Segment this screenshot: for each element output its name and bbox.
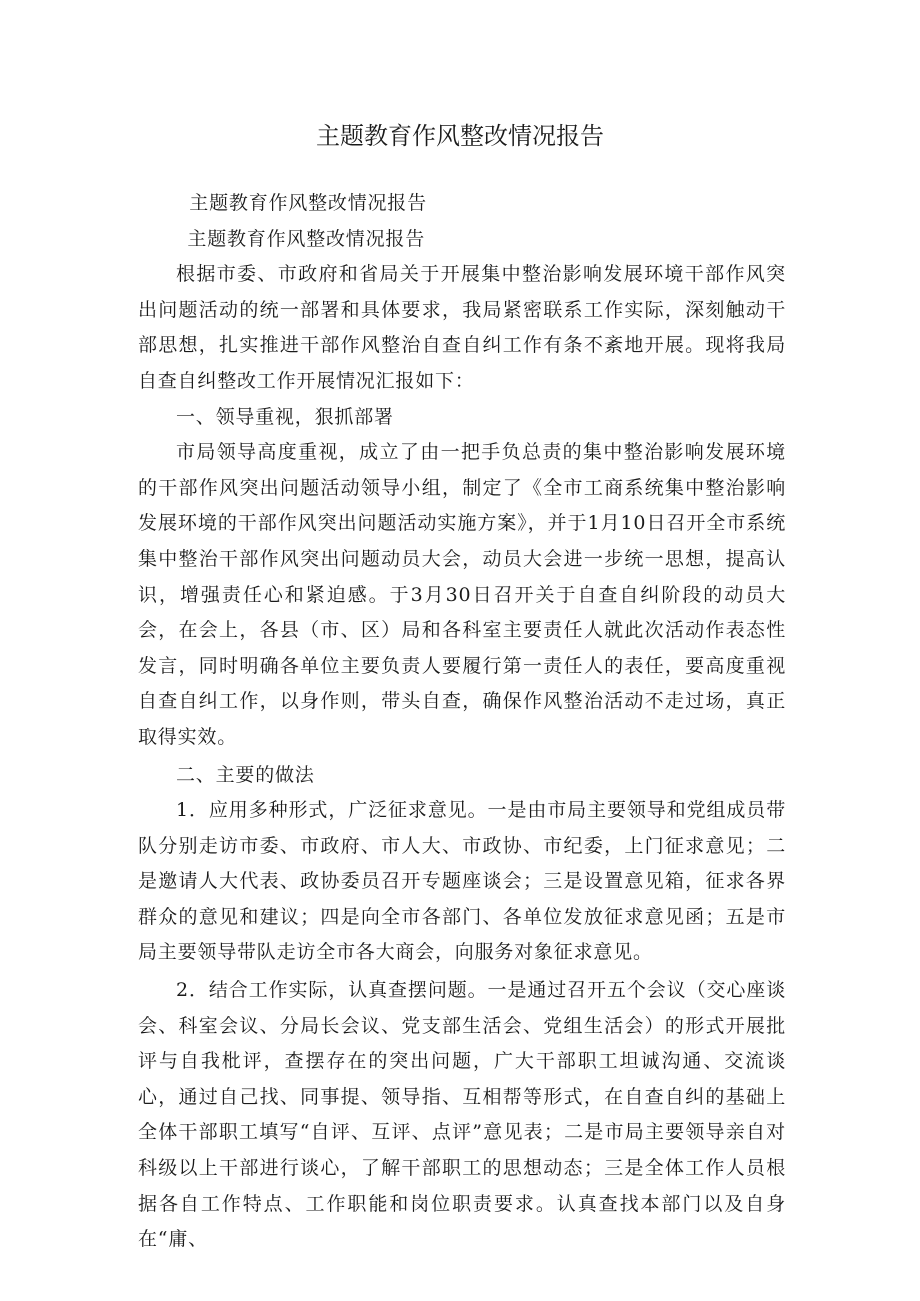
- section-heading-1: 一、领导重视，狠抓部署: [176, 405, 394, 428]
- section-heading-2: 二、主要的做法: [176, 763, 315, 786]
- document-title: 主题教育作风整改情况报告: [316, 122, 604, 150]
- paragraph-item-1: 1．应用多种形式，广泛征求意见。一是由市局主要领导和党组成员带队分别走访市委、市政府、市人大、市政协、市纪委，上门征求意见；二是邀请人大代表、政协委员召开专题座谈会；三是设置意见箱，征求各界群众的意见和建议；四是向全市各部门、各单位发放征求意见函；五是市局主要领导带队走访全市各大商会，向服务对象征求意见。: [138, 799, 786, 964]
- paragraph-section-1: 市局领导高度重视，成立了由一把手负总责的集中整治影响发展环境的干部作风突出问题活动领导小组，制定了《全市工商系统集中整治影响发展环境的干部作风突出问题活动实施方案》，并于1月10日召开全市系统集中整治干部作风突出问题动员大会，动员大会进一步统一思想，提高认识，增强责任心和紧迫感。于3月30日召开关于自查自纠阶段的动员大会，在会上，各县（市、区）局和各科室主要责任人就此次活动作表态性发言，同时明确各单位主要负责人要履行第一责任人的表任，要高度重视自查自纠工作，以身作则，带头自查，确保作风整治活动不走过场，真正取得实效。: [138, 441, 786, 748]
- paragraph-item-2: 2．结合工作实际，认真查摆问题。一是通过召开五个会议（交心座谈会、科室会议、分局长会议、党支部生活会、党组生活会）的形式开展批评与自我枇评，查摆存在的突出问题，广大干部职工坦诚沟通、交流谈心，通过自己找、同事提、领导指、互相帮等形式，在自查自纠的基础上全体干部职工填写“自评、互评、点评”意见表；二是市局主要领导亲自对科级以上干部进行谈心，了解干部职工的思想动态；三是全体工作人员根据各自工作特点、工作职能和岗位职责要求。认真查找本部门以及自身在“庸、: [138, 979, 786, 1251]
- subtitle-line: 主题教育作风整改情况报告: [187, 227, 425, 250]
- paragraph-intro: 根据市委、市政府和省局关于开展集中整治影响发展环境干部作风突出问题活动的统一部署和具体要求，我局紧密联系工作实际，深刻触动干部思想，扎实推进干部作风整治自查自纠工作有条不紊地开展。现将我局自查自纠整改工作开展情况汇报如下：: [138, 263, 786, 392]
- subtitle-line: 主题教育作风整改情况报告: [189, 192, 427, 214]
- document-body: [138, 186, 786, 1258]
